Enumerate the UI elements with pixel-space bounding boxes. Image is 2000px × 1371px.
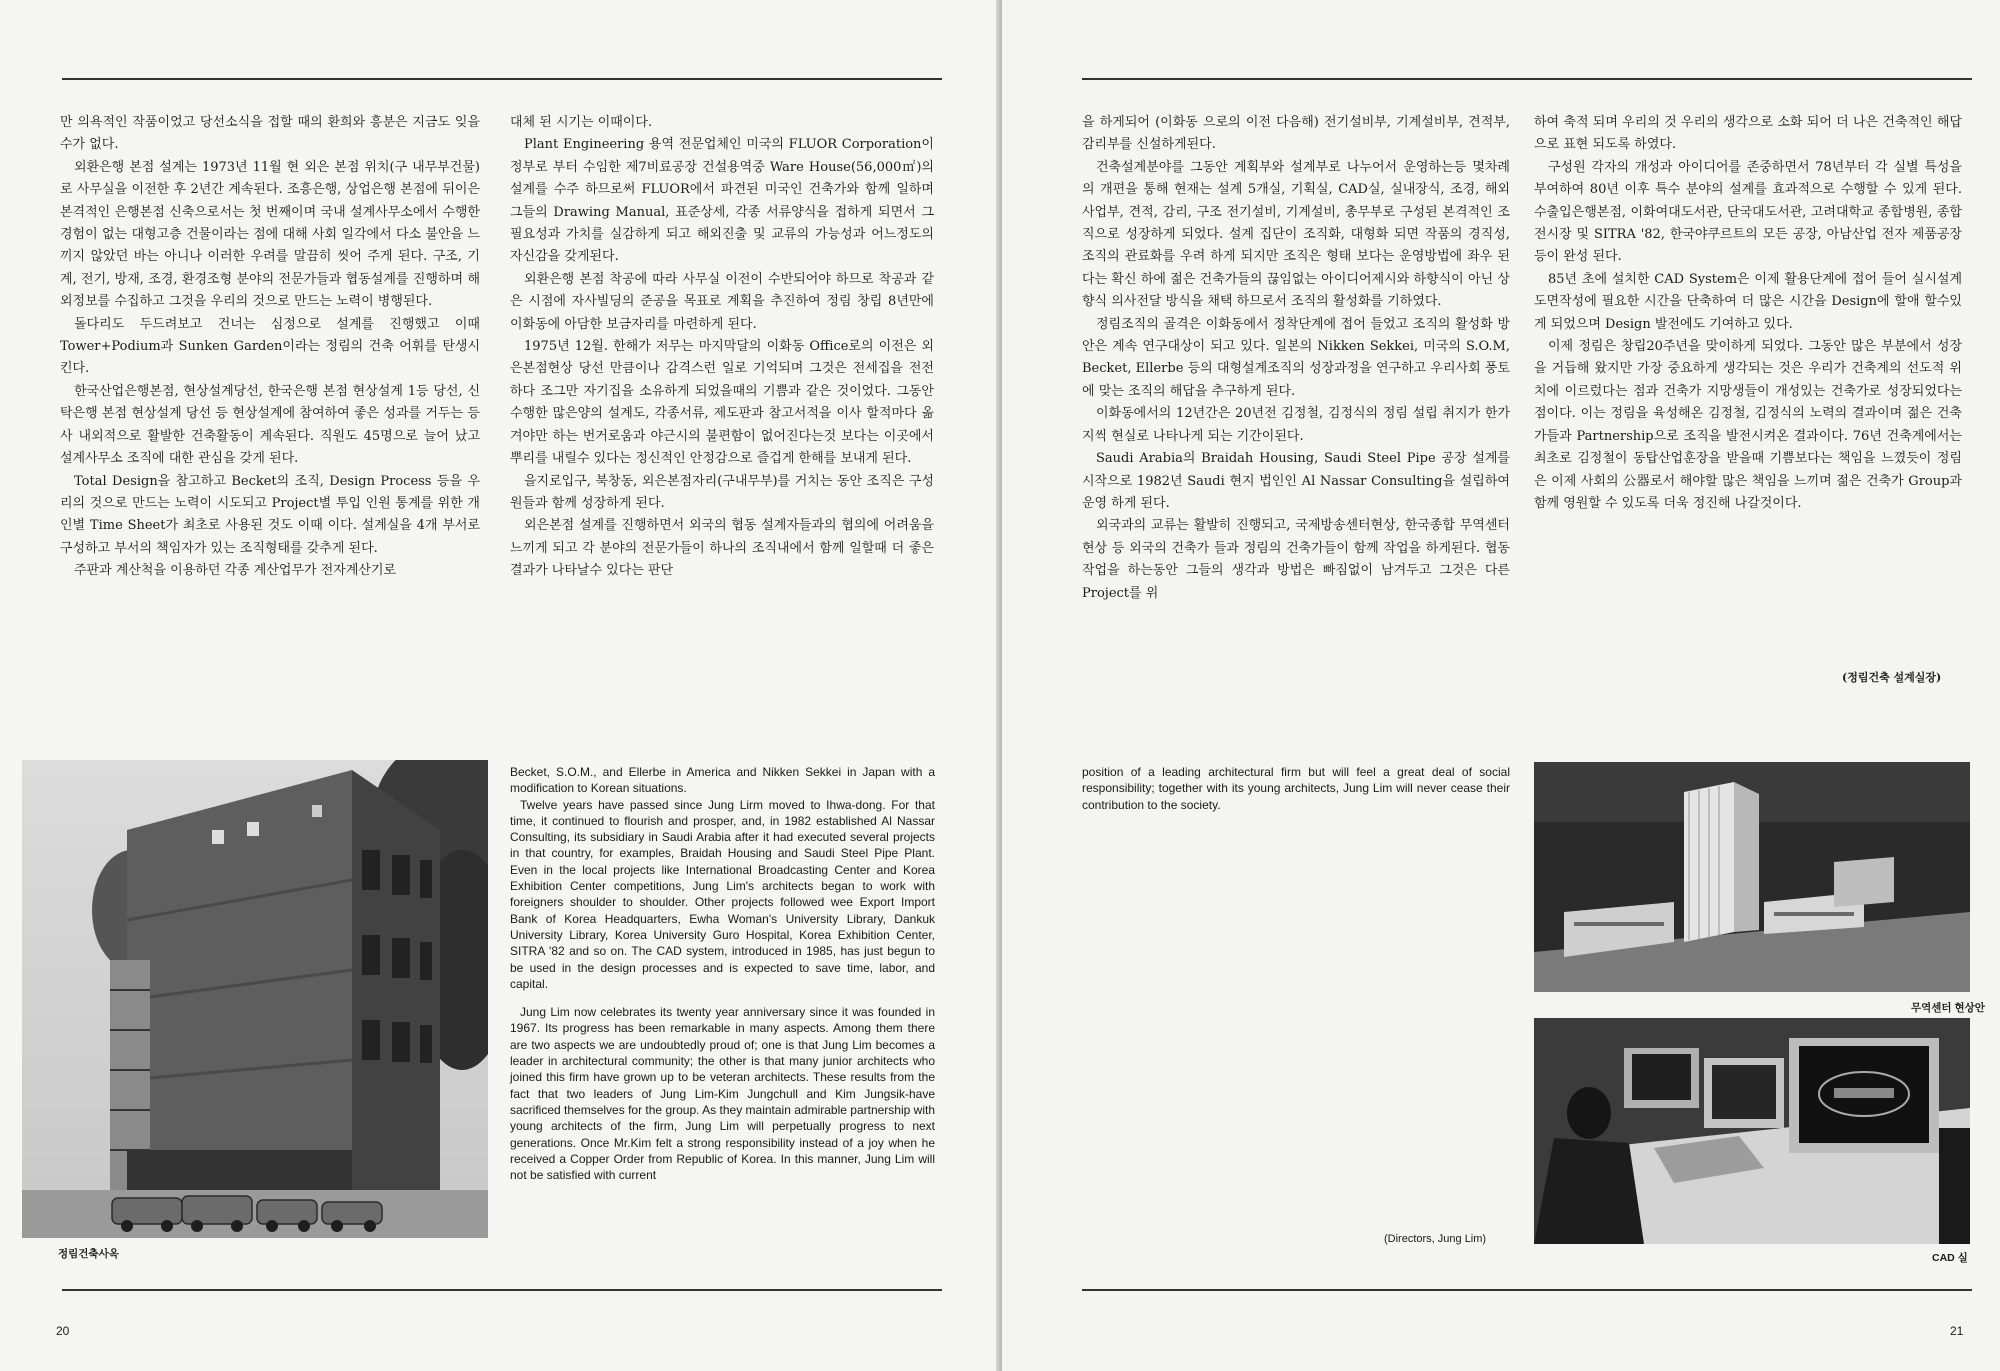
right-page <box>1002 0 2000 1371</box>
top-rule <box>1082 78 1972 80</box>
paragraph: 외환은행 본점 설계는 1973년 11월 현 외은 본점 위치(구 내무부건물)로 사무실을 이전한 후 2년간 계속된다. 조흥은행, 상업은행 본점에 뒤이은 본격적인 은행본점 신축으로서는 첫 번째이며 국내 설계사무소에서 수행한 경험이 없는 대형고층 건물이라는 점에 대해 사회 일각에서 다소 불안을 느끼지 않았던 바는 아니나 이러한 우려를 말끔히 씻어 주게 된다. 구조, 기계, 전기, 방재, 조경, 환경조형 분야의 전문가들과 협동설계를 진행하며 해외정보를 수집하고 그것을 우리의 것으로 만드는 노력이 병행된다. <box>60 159 480 310</box>
page-number: 21 <box>1950 1324 1964 1338</box>
photo-caption-cad-room: CAD 실 <box>1932 1252 1968 1264</box>
bottom-rule <box>1082 1289 1972 1291</box>
korean-column-1 <box>1082 112 1510 605</box>
paragraph: 외국과의 교류는 활발히 진행되고, 국제방송센터현상, 한국종합 무역센터현상 등 외국의 건축가 들과 정림의 건축가들이 함께 작업을 하게된다. 협동작업을 하는동안 그들의 생각과 방법은 빠짐없이 남겨두고 그것은 다른 Project를 위 <box>1082 518 1510 601</box>
paragraph: Total Design을 참고하고 Becket의 조직, Design Process 등을 우리의 것으로 만드는 노력이 시도되고 Project별 투입 인원 통계를 위한 개인별 Time Sheet가 최초로 사용된 것도 이때 이다. 설계실을 4개 부서로 구성하고 부서의 책임자가 있는 조직형태를 갖추게 된다. <box>60 473 480 556</box>
korean-column-2 <box>1534 112 1962 515</box>
trade-center-model-photo <box>1534 762 1970 992</box>
paragraph: 대체 된 시기는 이때이다. <box>510 115 653 130</box>
paragraph: Becket, S.O.M., and Ellerbe in America and Nikken Sekkei in Japan with a modification to Korean situations. <box>510 765 935 796</box>
photo-caption-trade-center: 무역센터 현상안 <box>1911 1002 1985 1014</box>
paragraph: 1975년 12월. 한해가 저무는 마지막달의 이화동 Office로의 이전은 외은본점현상 당선 만큼이나 감격스런 일로 기억되며 그것은 전세집을 전전 하다 조그만 자기집을 소유하게 되었을때의 기쁨과 같은 것이었다. 그동안 수행한 많은양의 설계도, 각종서류, 제도판과 참고서적을 이사 할적마다 옮겨야만 하는 번거로움과 야근시의 불편함이 없어진다는것 보다는 이곳에서 뿌리를 내릴수 있다는 정신적인 안정감으로 즐겁게 한해를 보내게 된다. <box>510 339 934 467</box>
english-column <box>1082 764 1510 813</box>
paragraph: 돌다리도 두드려보고 건너는 심정으로 설계를 진행했고 이때 Tower+Podium과 Sunken Garden이라는 정림의 건축 어휘를 탄생시킨다. <box>60 316 480 377</box>
page-number: 20 <box>56 1324 70 1338</box>
paragraph: 외은본점 설계를 진행하면서 외국의 협동 설계자들과의 협의에 어려움을 느끼게 되고 각 분야의 전문가들이 하나의 조직내에서 함께 일할때 더 좋은 결과가 나타날수 있다는 판단 <box>510 518 934 579</box>
korean-column-2 <box>510 112 934 583</box>
top-rule <box>62 78 942 80</box>
author-credit: (정림건축 설계실장) <box>1842 671 1942 684</box>
office-building-photo <box>22 760 488 1238</box>
directors-credit: (Directors, Jung Lim) <box>1384 1233 1487 1245</box>
paragraph: 이제 정림은 창립20주년을 맞이하게 되었다. 그동안 많은 부분에서 성장을 거듭해 왔지만 가장 중요하게 생각되는 것은 우리가 건축계의 선도적 위치에 이르렀다는 점과 건축가 지망생들이 개성있는 건축가로 성장되었다는 점이다. 이는 정림을 육성해온 김정철, 김정식의 노력의 결과이며 젊은 건축가들과 Partnership으로 조직을 발전시켜온 결과이다. 76년 건축계에서는 최초로 김정철이 동탑산업훈장을 받을때 기쁨보다는 책임을 느꼈듯이 정림은 이제 사회의 公器로서 해야할 많은 책임을 느끼며 젊은 건축가 Group과 함께 영원할 수 있도록 더욱 정진해 나갈것이다. <box>1534 339 1962 511</box>
paragraph: 정림조직의 골격은 이화동에서 정착단계에 접어 들었고 조직의 활성화 방안은 계속 연구대상이 되고 있다. 일본의 Nikken Sekkei, 미국의 S.O.M, Becket, Ellerbe 등의 대형설계조직의 성장과정을 연구하고 우리사회 풍토에 맞는 조직의 해답을 추구하게 된다. <box>1082 316 1510 399</box>
bottom-rule <box>62 1289 942 1291</box>
paragraph: 을 하게되어 (이화동 으로의 이전 다음해) 전기설비부, 기계설비부, 견적부, 감리부를 신설하게된다. <box>1082 115 1510 153</box>
cad-room-photo <box>1534 1018 1970 1244</box>
paragraph: 만 의욕적인 작품이었고 당선소식을 접할 때의 환희와 흥분은 지금도 잊을 수가 없다. <box>60 115 480 153</box>
photo-caption: 정림건축사옥 <box>58 1248 119 1260</box>
paragraph: 하여 축적 되며 우리의 것 우리의 생각으로 소화 되어 더 나은 건축적인 해답으로 표현 되도록 하였다. <box>1534 115 1962 153</box>
english-column <box>510 764 935 1183</box>
korean-column-1 <box>60 112 480 583</box>
paragraph: 85년 초에 설치한 CAD System은 이제 활용단계에 접어 들어 실시설계 도면작성에 필요한 시간을 단축하여 더 많은 시간을 Design에 할애 할수있게 되었으며 Design 발전에도 기여하고 있다. <box>1534 271 1962 332</box>
paragraph: Plant Engineering 용역 전문업체인 미국의 FLUOR Corporation이 정부로 부터 수임한 제7비료공장 건설용역중 Ware House(56,000㎡)의 설계를 수주 하므로써 FLUOR에서 파견된 미국인 건축가와 함께 일하며 그들의 Drawing Manual, 표준상세, 각종 서류양식을 접하게 되면서 그 필요성과 가치를 실감하게 되고 해외진출 및 교류의 가능성과 어느정도의 자신감을 갖게된다. <box>510 137 934 265</box>
paragraph: 구성원 각자의 개성과 아이디어를 존중하면서 78년부터 각 실별 특성을 부여하여 80년 이후 특수 분야의 설계를 효과적으로 수행할 수 있게 된다. 수출입은행본점, 이화여대도서관, 단국대도서관, 고려대학교 종합병원, 종합전시장 및 SITRA '82, 한국야쿠르트의 모든 공장, 아남산업 전자 제품공장 등이 완성 된다. <box>1534 159 1962 265</box>
paragraph: 이화동에서의 12년간은 20년전 김정철, 김정식의 정림 설립 취지가 한가지씩 현실로 나타나게 되는 기간이된다. <box>1082 406 1510 444</box>
paragraph: 을지로입구, 북창동, 외은본점자리(구내무부)를 거치는 동안 조직은 구성원들과 함께 성장하게 된다. <box>510 473 934 511</box>
paragraph: 건축설계분야를 그동안 계획부와 설계부로 나누어서 운영하는등 몇차례의 개편을 통해 현재는 설계 5개실, 기획실, CAD실, 실내장식, 조경, 해외 사업부, 견적, 감리, 구조 전기설비, 기계설비, 총무부로 구성된 본격적인 조직으로 성장하게 되었다. 설계 집단이 조직화, 대형화 되면 작품의 경직성, 조직의 관료화를 우려 하게 되지만 조직은 형태 보다는 운영방법에 좌우 된다는 확신 하에 젊은 건축가들의 끊임없는 아이디어제시와 하향식이 아닌 상향식 의사전달 방식을 채택 하므로서 조직의 활성화를 기하였다. <box>1082 159 1510 310</box>
paragraph: Jung Lim now celebrates its twenty year anniversary since it was founded in 1967. Its progress has been remarkable in many aspects. Among them there are two aspects we are undoubtedly proud of; one is that Jung Lim becomes a leader in architectural community; the other is that many junior architects who joined this firm have grown up to be veteran architects. These results from the fact that two leaders of Jung Lim-Kim Jungchull and Kim Jungsik-have sacrificed themselves for the group. As they maintain admirable partnership with young architects of the firm, Jung Lim will perpetually progress to next generations. Once Mr.Kim felt a strong responsibility instead of a joy when he received a Copper Order from Republic of Korea. In this manner, Jung Lim will not be satisfied with current <box>510 1005 935 1183</box>
paragraph: 한국산업은행본점, 현상설계당선, 한국은행 본점 현상설계 1등 당선, 신탁은행 본점 현상설계 당선 등 현상설계에 참여하여 좋은 성과를 거두는 등 사 내외적으로 활발한 건축활동이 계속된다. 직원도 45명으로 늘어 났고 설계사무소 조직에 대한 관심을 갖게 된다. <box>60 383 480 467</box>
left-page <box>0 0 998 1371</box>
paragraph: position of a leading architectural firm but will feel a great deal of social responsibility; together with its young architects, Jung Lim will never cease their contribution to the society. <box>1082 765 1510 812</box>
paragraph: 주판과 계산척을 이용하던 각종 계산업무가 전자계산기로 <box>74 563 397 579</box>
paragraph: Saudi Arabia의 Braidah Housing, Saudi Steel Pipe 공장 설계를 시작으로 1982년 Saudi 현지 법인인 Al Nassar Consulting을 설립하여 운영 하게 된다. <box>1082 451 1510 511</box>
paragraph: 외환은행 본점 착공에 따라 사무실 이전이 수반되어야 하므로 착공과 같은 시점에 자사빌딩의 준공을 목표로 계획을 추진하여 정림 창립 8년만에 이화동에 아담한 보금자리를 마련하게 된다. <box>510 271 934 332</box>
paragraph: Twelve years have passed since Jung Lirm moved to Ihwa-dong. For that time, it continued to flourish and prosper, and, in 1982 established Al Nassar Consulting, its subsidiary in Saudi Arabia after it had executed several projects in that country, for examples, Braidah Housing and Saudi Steel Pipe Plant. Even in the local projects like International Broadcasting Center and Korea Exhibition Center competitions, Jung Lim's architects began to work with foreigners shoulder to shoulder. Other projects followed wee Export Import Bank of Korea Headquarters, Ewha Woman's University Library, Dankuk University Library, Korea University Guro Hospital, Korea Exhibition Center, SITRA '82 and so on. The CAD system, introduced in 1985, has just begun to be used in the design processes and is expected to save time, labor, and capital. <box>510 797 935 991</box>
